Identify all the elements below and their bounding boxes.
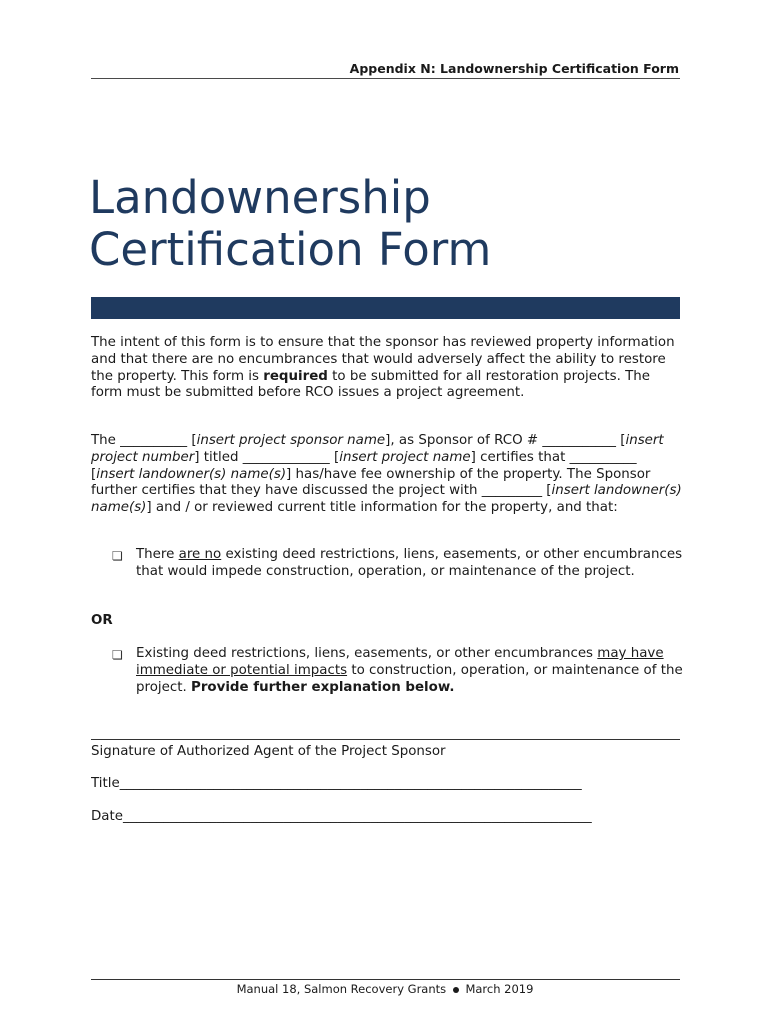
document-title — [89, 172, 689, 276]
date-field[interactable]: Date______________________________________________________________________ — [91, 809, 592, 824]
bullet-icon — [453, 987, 459, 993]
intro-text-end: to be submitted for all restoration projects. The form must be submitted before RCO issues a project agreement. — [91, 368, 650, 401]
option-1-underlined: are no — [178, 547, 222, 562]
cert-placeholder-project-number: insert project number — [91, 433, 664, 465]
signature-line[interactable] — [91, 739, 680, 740]
signature-label: Signature of Authorized Agent of the Project Sponsor — [91, 744, 446, 759]
cert-placeholder-landowner: insert landowner(s) name(s) — [96, 466, 287, 482]
cert-text: ] titled _____________ [ — [194, 449, 340, 465]
or-label: OR — [91, 613, 113, 628]
page-footer — [0, 982, 770, 996]
option-1-text — [136, 547, 684, 581]
title-line-1: Landownership — [89, 171, 431, 225]
option-no-encumbrances — [112, 547, 684, 581]
checkbox-icon[interactable]: ❏ — [112, 648, 123, 662]
header-divider — [91, 78, 680, 79]
cert-placeholder-project-name: insert project name — [339, 449, 471, 465]
cert-text: ] certifies that __________ [ — [91, 449, 637, 482]
intro-paragraph — [91, 335, 683, 402]
cert-text: ], as Sponsor of RCO # ___________ [ — [385, 433, 626, 448]
cert-text: ] has/have fee ownership of the property. The Sponsor further certifies that they have discussed the project with _________ [ — [91, 466, 651, 499]
intro-text: The intent of this form is to ensure that the sponsor has reviewed property information and that there are no encumbrances that would adversely affect the ability to restore the property. This form is — [91, 335, 675, 384]
option-2-post: to construction, operation, or maintenance of the project. — [136, 662, 683, 695]
option-2-pre: Existing deed restrictions, liens, easements, or other encumbrances — [136, 646, 598, 661]
option-1-pre: There — [136, 547, 179, 562]
footer-divider — [91, 979, 680, 980]
option-1-post: existing deed restrictions, liens, easements, or other encumbrances that would impede construction, operation, or maintenance of the project. — [136, 547, 683, 579]
checkbox-icon[interactable]: ❏ — [112, 549, 123, 563]
certification-paragraph — [91, 433, 683, 517]
option-2-text — [136, 646, 684, 696]
cert-placeholder-sponsor: insert project sponsor name — [196, 433, 386, 448]
title-field[interactable]: Title_____________________________________________________________________ — [91, 776, 582, 791]
option-2-underlined: may have immediate or potential impacts — [136, 646, 664, 678]
cert-text: ] and / or reviewed current title information for the property, and that: — [146, 500, 618, 516]
cert-placeholder-landowner-2: insert landowner(s) name(s) — [91, 483, 682, 516]
option-encumbrances-exist — [112, 646, 684, 696]
cert-text: The __________ [ — [91, 433, 197, 448]
footer-date: March 2019 — [465, 982, 534, 996]
option-2-bold: Provide further explanation below. — [191, 679, 455, 695]
title-band — [91, 297, 680, 319]
running-header: Appendix N: Landownership Certification Form — [349, 61, 679, 76]
intro-required: required — [263, 368, 328, 384]
footer-manual: Manual 18, Salmon Recovery Grants — [236, 982, 447, 996]
title-line-2: Certification Form — [89, 223, 492, 277]
